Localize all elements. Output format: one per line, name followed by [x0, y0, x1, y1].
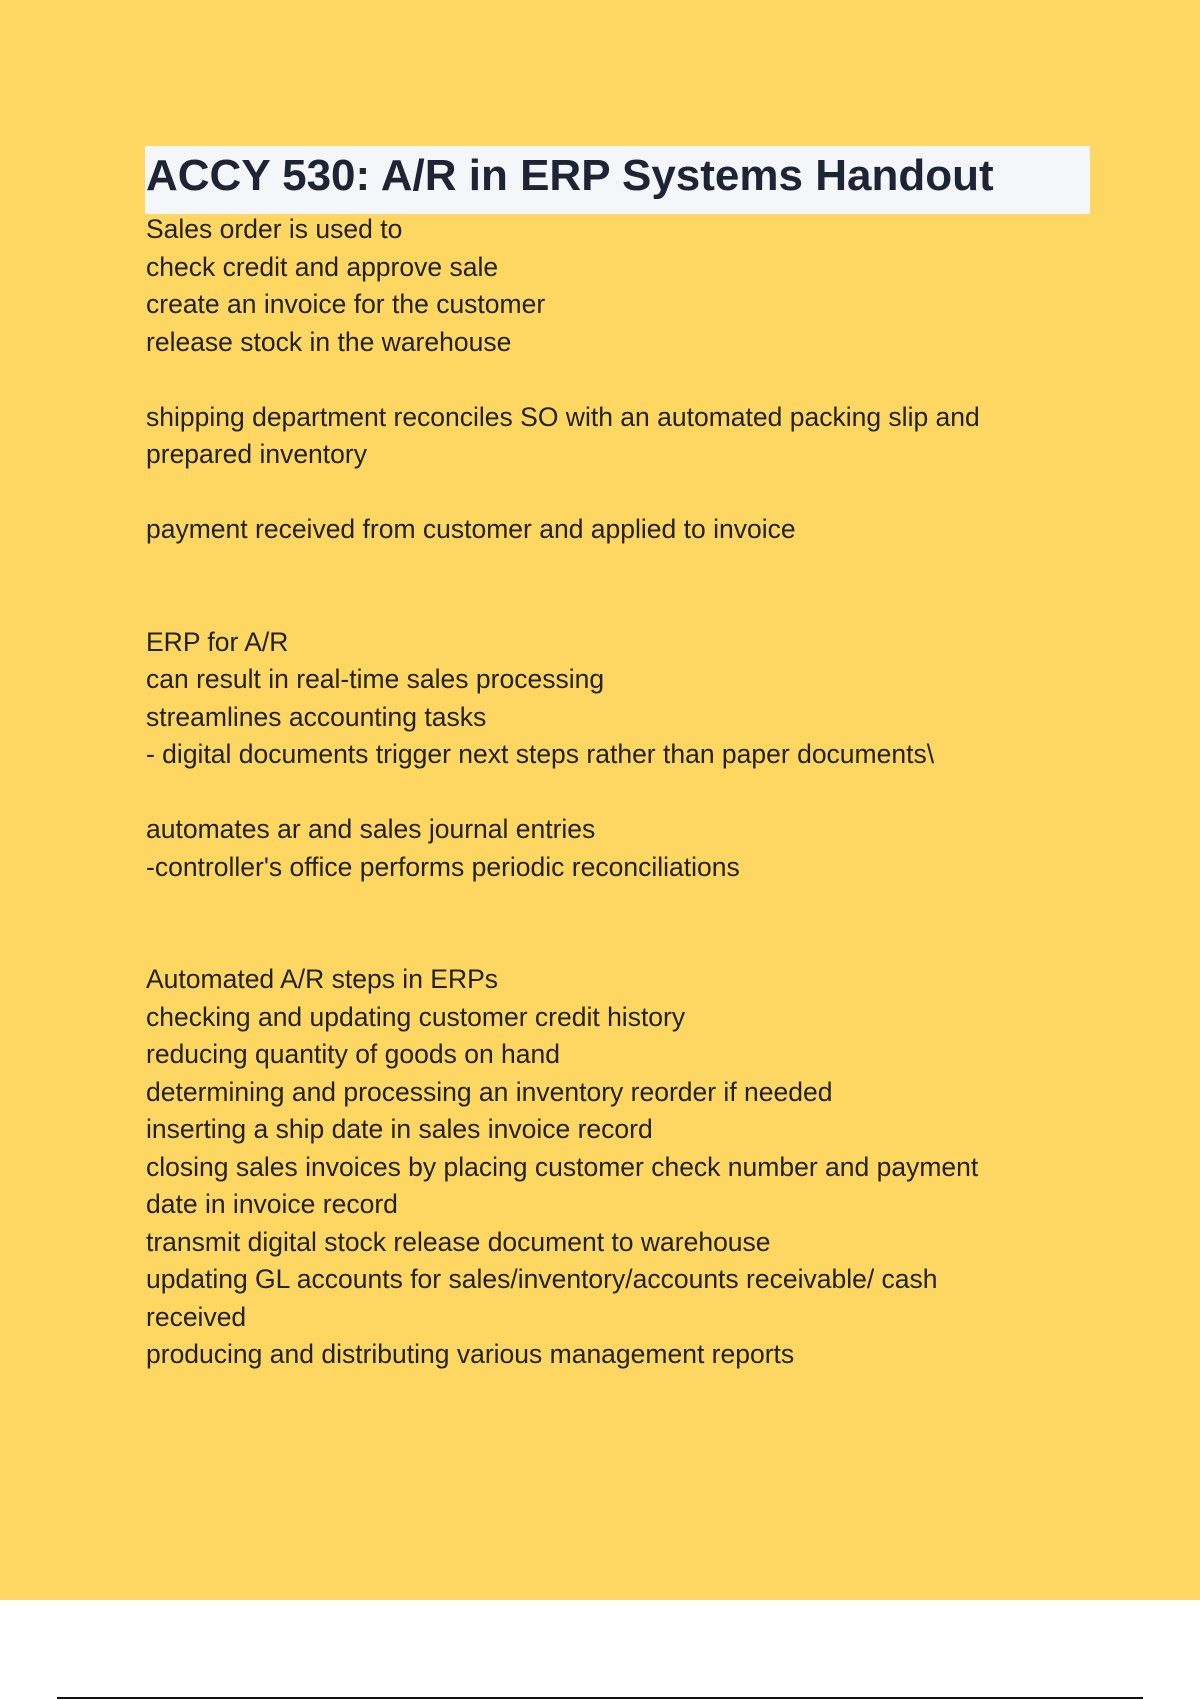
body-line: updating GL accounts for sales/inventory/accounts receivable/ cash [146, 1264, 938, 1294]
body-line: payment received from customer and applied to invoice [146, 514, 796, 544]
body-line: received [146, 1301, 247, 1332]
body-line: determining and processing an inventory reorder if needed [146, 1076, 833, 1107]
body-line: automates ar and sales journal entries [146, 814, 596, 844]
body-line: producing and distributing various management reports [146, 1339, 795, 1369]
body-line: create an invoice for the customer [146, 289, 546, 319]
body-line: checking and updating customer credit history [146, 1001, 686, 1032]
paragraph-spacer [146, 361, 1096, 399]
body-line: closing sales invoices by placing customer check number and payment [146, 1151, 979, 1182]
body-line: prepared inventory [146, 439, 367, 469]
section-spacer [146, 886, 1096, 961]
section-spacer [146, 549, 1096, 624]
body-line: can result in real-time sales processing [146, 664, 605, 694]
body-line: inserting a ship date in sales invoice record [146, 1114, 653, 1144]
page-title: ACCY 530: A/R in ERP Systems Handout [146, 151, 994, 200]
body-line: shipping department reconciles SO with an automated packing slip and [146, 401, 980, 432]
body-line: transmit digital stock release document to warehouse [146, 1226, 771, 1257]
paragraph-spacer [146, 774, 1096, 812]
body-line: release stock in the warehouse [146, 326, 512, 357]
body-line: date in invoice record [146, 1189, 398, 1219]
body-line: streamlines accounting tasks [146, 701, 487, 732]
body-line: -controller's office performs periodic reconciliations [146, 851, 740, 882]
body-line: reducing quantity of goods on hand [146, 1039, 561, 1069]
body-line: Sales order is used to [146, 214, 403, 244]
paragraph-spacer [146, 474, 1096, 512]
section-heading: Automated A/R steps in ERPs [146, 964, 499, 994]
section-heading: ERP for A/R [146, 626, 289, 657]
body-line: check credit and approve sale [146, 251, 499, 282]
body-line: - digital documents trigger next steps rather than paper documents\ [146, 739, 935, 769]
footer-divider [57, 1697, 1143, 1699]
handout-body [146, 211, 1096, 1374]
